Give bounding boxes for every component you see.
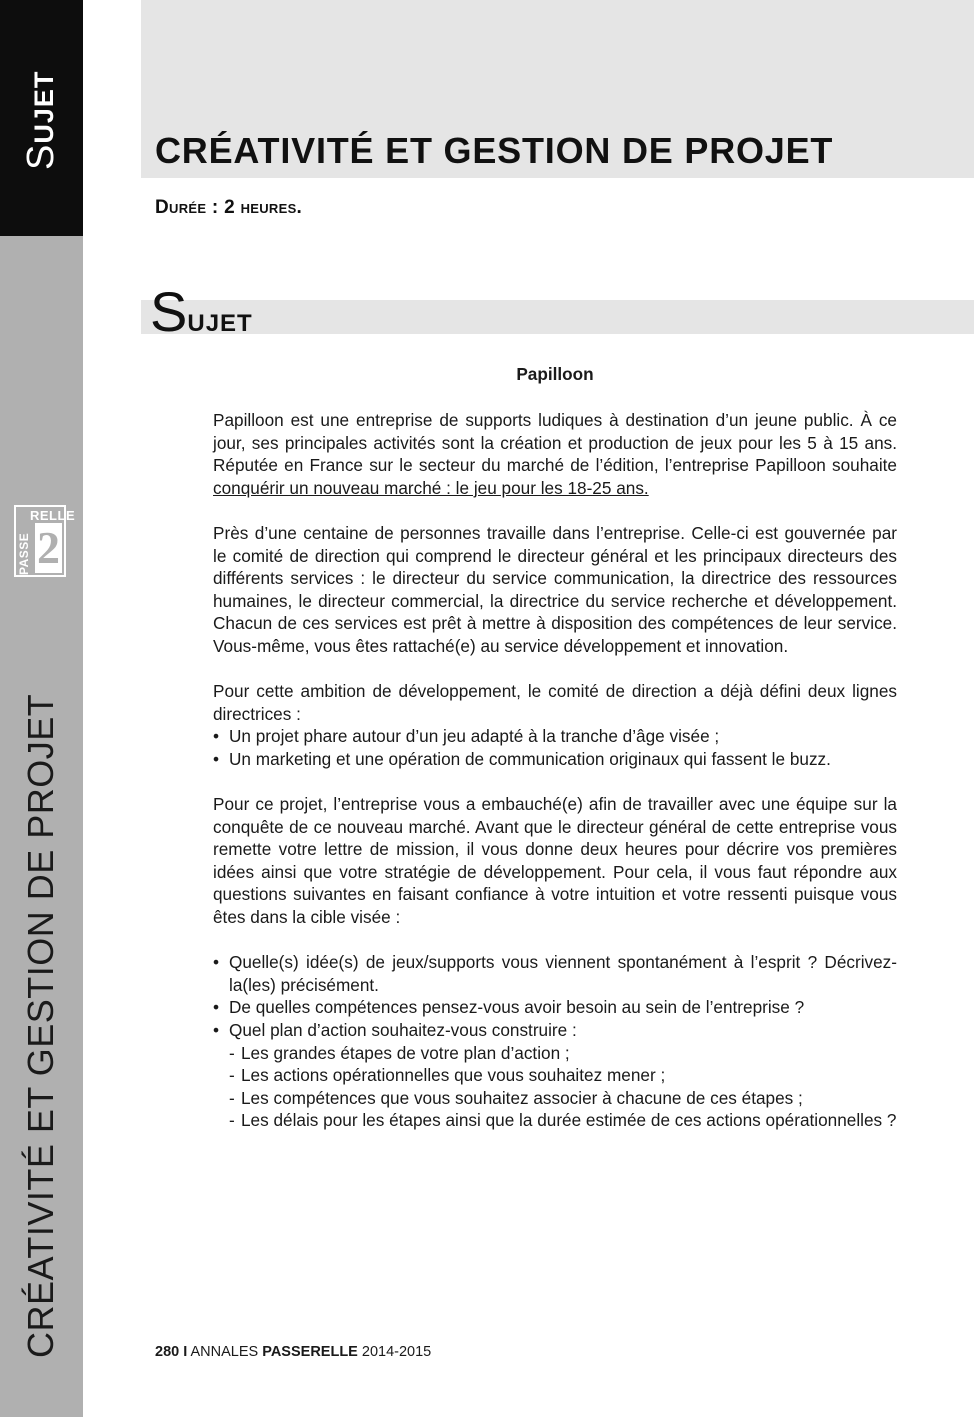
sub-item: - Les délais pour les étapes ainsi que la durée estimée de ces actions opérationnelles ? <box>213 1109 897 1132</box>
question-item: • Quelle(s) idée(s) de jeux/supports vous viennent spontanément à l’esprit ? Décrivez-la(les) précisément. <box>213 951 897 996</box>
subject-content <box>213 361 897 1155</box>
logo-number: 2 <box>37 522 60 573</box>
underlined-objective: conquérir un nouveau marché : le jeu pour les 18-25 ans. <box>213 477 649 498</box>
page-number: 280 <box>155 1344 180 1360</box>
footer-years: 2014-2015 <box>361 1344 432 1360</box>
section-title: SUJET <box>150 280 253 343</box>
footer-annales: ANNALES <box>190 1344 259 1360</box>
list-item: • Un marketing et une opération de communication originaux qui fassent le buzz. <box>213 748 897 771</box>
guidelines-list <box>213 725 897 770</box>
footer-brand: PASSERELLE <box>262 1344 358 1360</box>
sub-item: - Les grandes étapes de votre plan d’action ; <box>213 1042 897 1065</box>
paragraph-guidelines: Pour cette ambition de développement, le comité de direction a déjà défini deux lignes directrices : <box>213 681 897 724</box>
exam-duration: Durée : 2 heures. <box>155 197 303 218</box>
footer-separator: I <box>183 1344 188 1360</box>
page-footer <box>155 1344 431 1360</box>
logo-side-text: PASSE <box>17 532 31 575</box>
passerelle-logo <box>14 505 76 577</box>
sidebar <box>0 0 83 1417</box>
list-item: • Un projet phare autour d’un jeu adapté à la tranche d’âge visée ; <box>213 725 897 748</box>
logo-top-text: RELLE <box>30 508 76 523</box>
sidebar-vertical-title: CRÉATIVITÉ ET GESTION DE PROJET <box>20 693 61 1358</box>
sidebar-section-tab <box>0 0 83 236</box>
sub-item: - Les actions opérationnelles que vous souhaitez mener ; <box>213 1064 897 1087</box>
paragraph-intro: Papilloon est une entreprise de supports ludiques à destination d’un jeune public. À ce jour, ses principales activités sont la création et production de jeux pour les 5 à 15 ans. Réputée en France sur le secteur du marché de l’édition, l’entreprise Papilloon souhaite conquérir un nouveau marché : le jeu pour les 18-25 ans. <box>213 410 897 498</box>
paragraph-mission: Pour ce projet, l’entreprise vous a embauché(e) afin de travailler avec une équipe sur la conquête de ce nouveau marché. Avant que le directeur général de cette entreprise vous remette votre lettre de mission, il vous donne deux heures pour décrire vos premières idées ainsi que votre stratégie de développement. Pour cela, il vous faut répondre aux questions suivantes en faisant confiance à votre intuition et votre ressenti puisque vous êtes dans la cible visée : <box>213 794 897 928</box>
question-item: • De quelles compétences pensez-vous avoir besoin au sein de l’entreprise ? <box>213 996 897 1019</box>
sidebar-section-label: SUJET <box>20 70 62 170</box>
sub-item: - Les compétences que vous souhaitez associer à chacune de ces étapes ; <box>213 1087 897 1110</box>
question-item: • Quel plan d’action souhaitez-vous construire : <box>213 1019 897 1042</box>
questions-list <box>213 951 897 1132</box>
section-band <box>141 300 974 334</box>
case-title: Papilloon <box>516 364 594 384</box>
paragraph-organisation: Près d’une centaine de personnes travaille dans l’entreprise. Celle-ci est gouvernée par le comité de direction qui comprend le directeur général et les principaux directeurs des différents services : le directeur du service communication, la directrice des ressources humaines, le directeur commercial, la directrice du service recherche et développement. Chacun de ces services est prêt à mettre à disposition des compétences de leur service. Vous-même, vous êtes rattaché(e) au service développement et innovation. <box>213 522 897 656</box>
page-title: CRÉATIVITÉ ET GESTION DE PROJET <box>155 130 834 171</box>
